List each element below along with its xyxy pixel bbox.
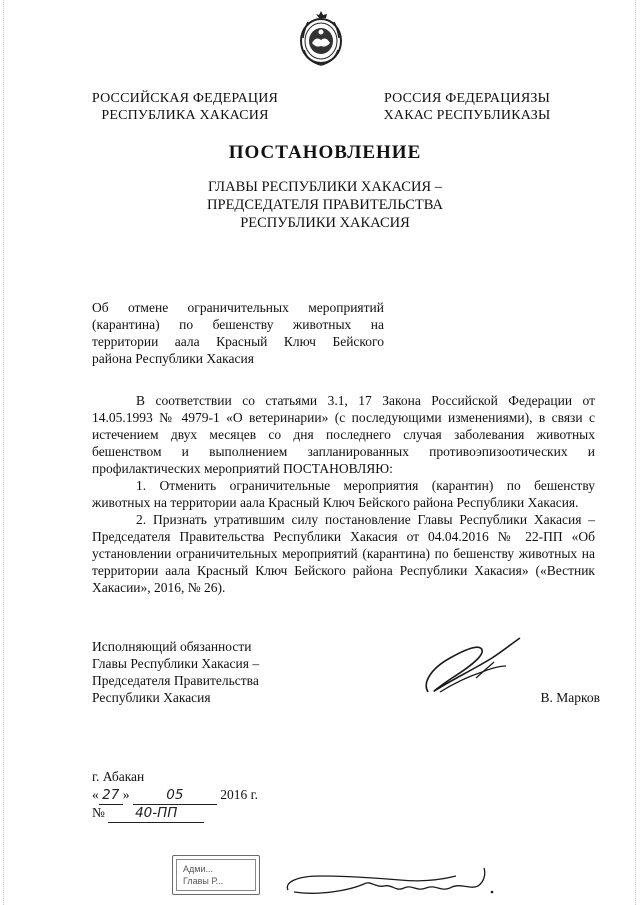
date-day: 27 bbox=[99, 787, 123, 805]
number-label: № bbox=[92, 805, 105, 820]
coat-of-arms-icon bbox=[298, 10, 344, 68]
position-line: Республики Хакасия bbox=[92, 690, 211, 705]
body-paragraph: 2. Признать утратившим силу постановление Главы Республики Хакасия – Председателя Правительства Республики Хакасия от 04.04.2016 № 22-ПП «Об установлении ограничительных мероприятий (карантина) по бешенству животных на территории аала Красный Ключ Бейского района Республики Хакасия» («Вестник Хакасии», 2016, № 26). bbox=[92, 512, 595, 595]
position-line: Исполняющий обязанности bbox=[92, 639, 252, 654]
header-left-line: РОССИЙСКАЯ ФЕДЕРАЦИЯ bbox=[91, 91, 279, 106]
header-left bbox=[80, 90, 290, 124]
issuer-block bbox=[0, 178, 640, 232]
header-right-line: РОССИЯ ФЕДЕРАЦИЯЗЫ bbox=[383, 91, 551, 106]
scan-edge-right bbox=[635, 0, 636, 905]
date-month: 05 bbox=[133, 787, 217, 805]
document-subject bbox=[92, 299, 384, 367]
date-year: 2016 г. bbox=[220, 787, 259, 802]
approval-signature bbox=[280, 862, 500, 900]
signatory-position bbox=[92, 638, 352, 706]
document-body bbox=[92, 392, 595, 596]
date-open-quote: « bbox=[92, 787, 99, 802]
position-line: Председателя Правительства bbox=[92, 673, 259, 688]
registration-stamp bbox=[172, 855, 260, 895]
stamp-line: Адми... bbox=[183, 864, 213, 874]
issuer-line: ПРЕДСЕДАТЕЛЯ ПРАВИТЕЛЬСТВА bbox=[207, 197, 443, 213]
document-number: 40-ПП bbox=[108, 805, 204, 823]
document-type: ПОСТАНОВЛЕНИЕ bbox=[228, 142, 422, 163]
date-close-quote: » bbox=[122, 787, 130, 802]
issuer-line: РЕСПУБЛИКИ ХАКАСИЯ bbox=[240, 215, 410, 231]
signatory-name: В. Марков bbox=[540, 690, 600, 705]
header-right-line: ХАКАС РЕСПУБЛИКАЗЫ bbox=[383, 108, 551, 123]
header-left-line: РЕСПУБЛИКА ХАКАСИЯ bbox=[101, 108, 269, 123]
date-line bbox=[92, 786, 292, 805]
stamp-line: Главы Р... bbox=[183, 876, 224, 886]
stamp-inner bbox=[176, 859, 256, 891]
position-line: Главы Республики Хакасия – bbox=[92, 656, 260, 671]
body-paragraph: 1. Отменить ограничительные мероприятия (карантин) по бешенству животных на территории аала Красный Ключ Бейского района Республики Хакасия. bbox=[92, 478, 595, 510]
header-right bbox=[362, 90, 572, 124]
subject-line: (карантина) по бешенству животных на bbox=[92, 317, 384, 332]
handwritten-signature bbox=[410, 632, 522, 702]
city: г. Абакан bbox=[92, 769, 145, 784]
subject-line: территории аала Красный Ключ Бейского bbox=[92, 334, 384, 349]
subject-line: Об отмене ограничительных мероприятий bbox=[92, 300, 384, 315]
number-line bbox=[92, 804, 292, 823]
issuer-line: ГЛАВЫ РЕСПУБЛИКИ ХАКАСИЯ – bbox=[208, 179, 442, 195]
subject-line: района Республики Хакасия bbox=[92, 351, 254, 366]
scan-edge-left bbox=[3, 0, 4, 905]
body-paragraph: В соответствии со статьями 3.1, 17 Закона Российской Федерации от 14.05.1993 № 4979-1 «О ветеринарии» (с последующими изменениями), в связи с истечением двух месяцев со дня последнего случая заболевания животных бешенством и выполнением запланированных противоэпизоотических и профилактических мероприятий ПОСТАНОВЛЯЮ: bbox=[92, 393, 595, 476]
